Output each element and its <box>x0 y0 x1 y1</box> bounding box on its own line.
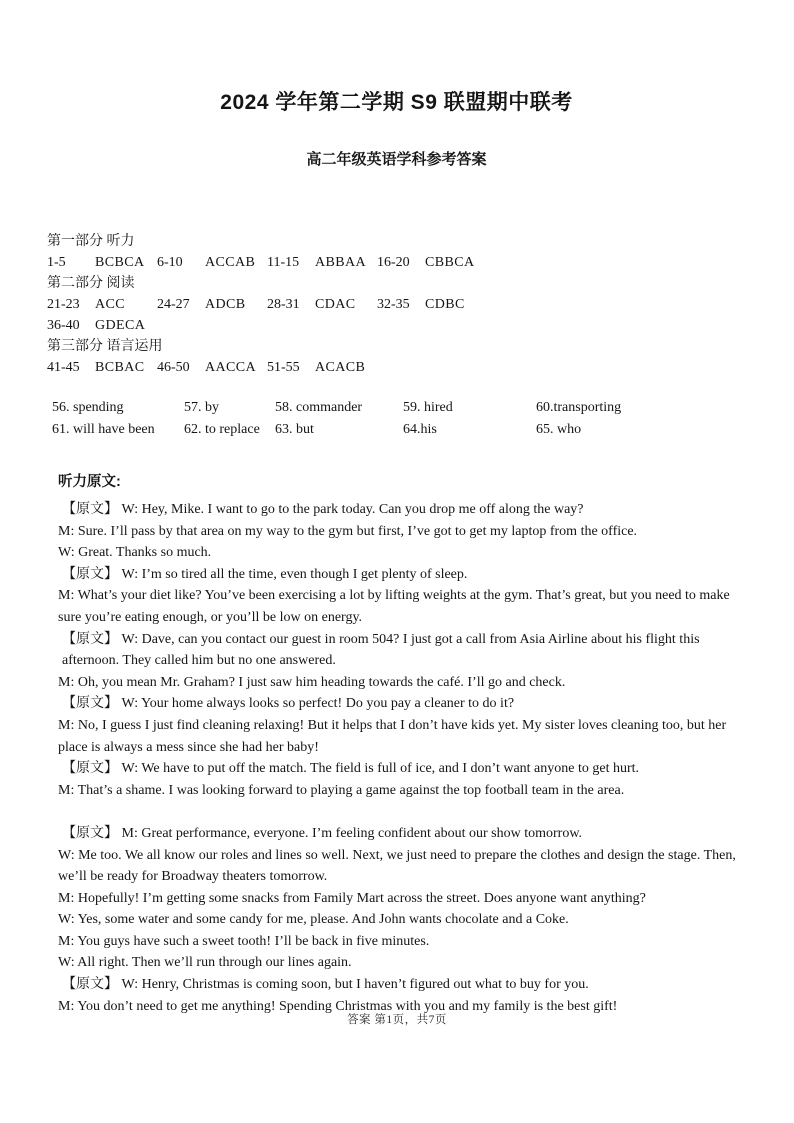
transcript-line: M: You guys have such a sweet tooth! I’ll be back in five minutes. <box>58 933 430 949</box>
answer-letters: BCBCA <box>95 255 145 270</box>
transcript-line: M: What’s your diet like? You’ve been exercising a lot by lifting weights at the gym. That’s great, but you need to make sure you’re eating enough, or you’ll be low on energy. <box>58 588 730 625</box>
transcript-line: 【原文】 W: We have to put off the match. The field is full of ice, and I don’t want anyone to get hurt. <box>62 761 640 777</box>
transcript-line: W: Yes, some water and some candy for me, please. And John wants chocolate and a Coke. <box>58 912 569 928</box>
question-range: 28-31 <box>267 297 300 312</box>
fill-in-answer: 62. to replace <box>184 421 260 437</box>
question-range: 24-27 <box>157 297 190 312</box>
answer-letters: ACACB <box>315 360 366 375</box>
transcript-line: 【原文】 W: Henry, Christmas is coming soon, but I haven’t figured out what to buy for you. <box>62 977 589 993</box>
transcript-line: M: Hopefully! I’m getting some snacks from Family Mart across the street. Does anyone want anything? <box>58 890 646 906</box>
fill-in-answer: 64.his <box>403 421 437 437</box>
transcript-line: 【原文】 M: Great performance, everyone. I’m feeling confident about our show tomorrow. <box>62 825 583 841</box>
fill-in-answer: 56. spending <box>52 400 124 415</box>
answer-row <box>47 315 746 336</box>
fill-in-row <box>47 397 746 419</box>
transcript-line: M: No, I guess I just find cleaning relaxing! But it helps that I don’t have kids yet. My sister loves cleaning too, but her place is always a mess since she had her baby! <box>58 717 727 755</box>
question-range: 16-20 <box>377 255 410 270</box>
transcript-line: 【原文】 W: I’m so tired all the time, even though I get plenty of sleep. <box>62 566 468 582</box>
fill-in-answer: 63. but <box>275 421 314 437</box>
fill-in-answers-section <box>47 397 746 440</box>
transcript-line: W: All right. Then we’ll run through our lines again. <box>58 955 352 971</box>
page-footer: 答案 第1页，共7页 <box>347 1014 447 1026</box>
question-range: 46-50 <box>157 360 190 375</box>
section-heading-listening: 第一部分 听力 <box>47 234 135 249</box>
answer-letters: ADCB <box>205 297 246 312</box>
transcript-line: 【原文】 W: Dave, can you contact our guest in room 504? I just got a call from Asia Airline about his flight this afternoon. They called him but no one answered. <box>62 631 700 669</box>
exam-title: 2024 学年第二学期 S9 联盟期中联考 <box>220 91 573 114</box>
paragraph-spacer <box>58 801 747 823</box>
section-heading-language-use: 第三部分 语言运用 <box>47 339 163 354</box>
fill-in-answer: 61. will have been <box>52 421 155 437</box>
answer-letters: GDECA <box>95 318 146 333</box>
question-range: 6-10 <box>157 255 183 270</box>
fill-in-row <box>47 419 746 441</box>
question-range: 11-15 <box>267 255 300 270</box>
transcript-line: 【原文】 W: Hey, Mike. I want to go to the park today. Can you drop me off along the way? <box>62 502 584 517</box>
section-heading-reading: 第二部分 阅读 <box>47 276 135 291</box>
answer-letters: CDBC <box>425 297 465 312</box>
question-range: 21-23 <box>47 297 80 312</box>
fill-in-answer: 58. commander <box>275 400 363 415</box>
answer-letters: BCBAC <box>95 360 145 375</box>
fill-in-answer: 59. hired <box>403 400 453 415</box>
question-range: 51-55 <box>267 360 300 375</box>
answer-letters: CBBCA <box>425 255 475 270</box>
question-range: 32-35 <box>377 297 410 312</box>
fill-in-answer: 57. by <box>184 400 219 415</box>
answer-row <box>47 294 746 315</box>
answer-letters: ABBAA <box>315 255 367 270</box>
answer-row <box>47 357 746 378</box>
answer-key-subtitle: 高二年级英语学科参考答案 <box>306 151 487 168</box>
transcript-line: 【原文】 W: Your home always looks so perfect! Do you pay a cleaner to do it? <box>62 696 515 712</box>
answer-key-section <box>47 231 746 378</box>
fill-in-answer: 65. who <box>536 421 582 437</box>
question-range: 1-5 <box>47 255 66 270</box>
transcript-line: M: Sure. I’ll pass by that area on my way to the gym but first, I’ve got to get my laptop from the office. <box>58 523 638 539</box>
answer-letters: ACCAB <box>205 255 256 270</box>
transcript-line: W: Me too. We all know our roles and lines so well. Next, we just need to prepare the clothes and design the stage. Then, we’ll be ready for Broadway theaters tomorrow. <box>58 847 736 885</box>
listening-transcript-section <box>58 471 747 1017</box>
answer-letters: ACC <box>95 297 125 312</box>
transcript-heading: 听力原文: <box>58 474 121 490</box>
answer-letters: CDAC <box>315 297 356 312</box>
transcript-line: M: That’s a shame. I was looking forward to playing a game against the top football team in the area. <box>58 782 625 798</box>
fill-in-answer: 60.transporting <box>536 400 622 415</box>
transcript-line: M: Oh, you mean Mr. Graham? I just saw him heading towards the café. I’ll go and check. <box>58 674 566 690</box>
answer-row <box>47 252 746 273</box>
transcript-line: M: You don’t need to get me anything! Spending Christmas with you and my family is the best gift! <box>58 998 618 1014</box>
answer-letters: AACCA <box>205 360 257 375</box>
transcript-line: W: Great. Thanks so much. <box>58 545 212 561</box>
question-range: 36-40 <box>47 318 80 333</box>
question-range: 41-45 <box>47 360 80 375</box>
